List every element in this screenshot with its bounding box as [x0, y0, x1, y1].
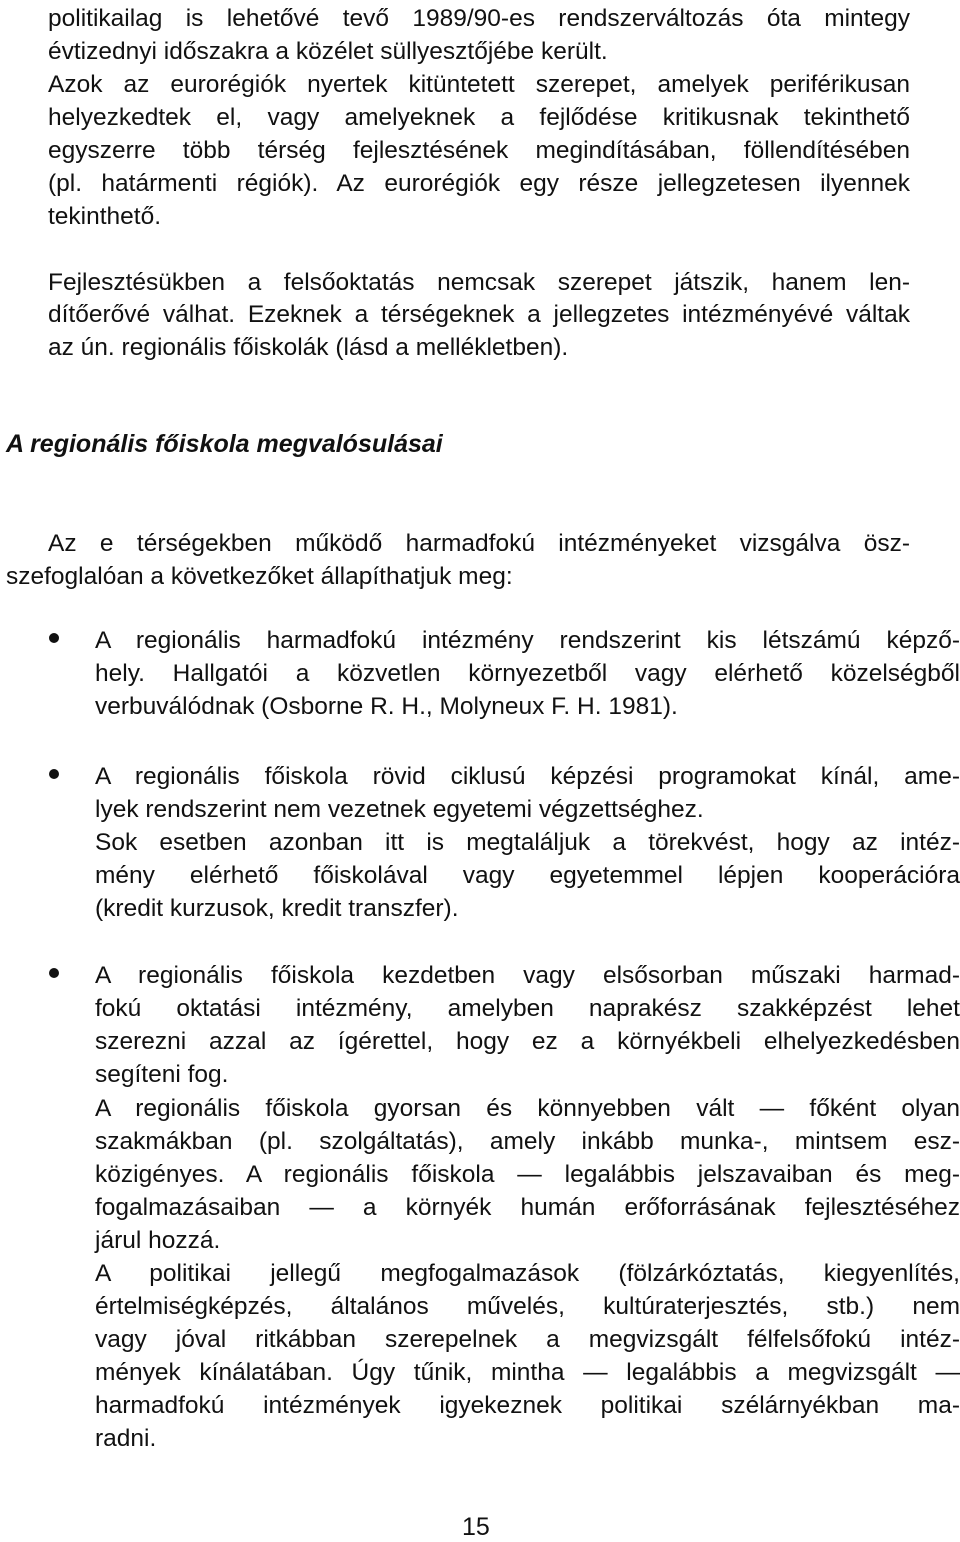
- list-item-line: (kredit kurzusok, kredit transzfer).: [95, 895, 459, 922]
- text-line: az ún. regionális főiskolák (lásd a mellékletben).: [48, 334, 569, 361]
- bullet-icon: [49, 968, 59, 978]
- text-line: politikailag is lehetővé tevő 1989/90-es rendszerváltozás óta mintegy: [48, 5, 910, 32]
- list-item-line: verbuválódnak (Osborne R. H., Molyneux F. H. 1981).: [95, 693, 678, 720]
- text-line: egyszerre több térség fejlesztésének megindításában, föllendítésében: [48, 137, 910, 164]
- bullet-icon: [49, 633, 59, 643]
- text-line: szefoglalóan a következőket állapíthatjuk meg:: [6, 563, 513, 590]
- list-item-line: fogalmazásaiban — a környék humán erőforrásának fejlesztéséhez: [95, 1194, 960, 1221]
- text-line: Fejlesztésükben a felsőoktatás nemcsak szerepet játszik, hanem len-: [48, 269, 910, 296]
- list-item-line: mények kínálatában. Úgy tűnik, mintha — legalábbis a megvizsgált —: [95, 1359, 960, 1386]
- text-line: Az e térségekben működő harmadfokú intézményeket vizsgálva ösz-: [48, 530, 910, 557]
- list-item-line: vagy jóval ritkábban szerepelnek a megvizsgált félfelsőfokú intéz-: [95, 1326, 960, 1353]
- list-item-line: értelmiségképzés, általános művelés, kultúraterjesztés, stb.) nem: [95, 1293, 960, 1320]
- list-item-line: radni.: [95, 1425, 157, 1452]
- text-line: (pl. határmenti régiók). Az eurorégiók egy része jellegzetesen ilyennek: [48, 170, 910, 197]
- list-item-line: Sok esetben azonban itt is megtaláljuk a törekvést, hogy az intéz-: [95, 829, 960, 856]
- list-item-line: harmadfokú intézmények igyekeznek politikai szélárnyékban ma-: [95, 1392, 960, 1419]
- page-number: 15: [462, 1513, 490, 1541]
- list-item-line: A regionális főiskola rövid ciklusú képzési programokat kínál, ame-: [95, 763, 960, 790]
- list-item-line: A politikai jellegű megfogalmazások (fölzárkóztatás, kiegyenlítés,: [95, 1260, 960, 1287]
- list-item-line: A regionális főiskola gyorsan és könnyebben vált — főként olyan: [95, 1095, 960, 1122]
- list-item-line: A regionális harmadfokú intézmény rendszerint kis létszámú képző-: [95, 627, 960, 654]
- text-line: dítőerővé válhat. Ezeknek a térségeknek a jellegzetes intézményévé váltak: [48, 301, 910, 328]
- list-item-line: fokú oktatási intézmény, amelyben naprakész szakképzést lehet: [95, 995, 960, 1022]
- list-item-line: járul hozzá.: [95, 1227, 221, 1254]
- text-line: évtizednyi időszakra a közélet süllyesztőjébe került.: [48, 38, 608, 65]
- section-heading: A regionális főiskola megvalósulásai: [6, 430, 443, 458]
- text-line: helyezkedtek el, vagy amelyeknek a fejlődése kritikusnak tekinthető: [48, 104, 910, 131]
- text-line: Azok az eurorégiók nyertek kitüntetett szerepet, amelyek periférikusan: [48, 71, 910, 98]
- list-item-line: hely. Hallgatói a közvetlen környezetből vagy elérhető közelségből: [95, 660, 960, 687]
- text-line: tekinthető.: [48, 203, 162, 230]
- list-item-line: A regionális főiskola kezdetben vagy elsősorban műszaki harmad-: [95, 962, 960, 989]
- list-item-line: közigényes. A regionális főiskola — legalábbis jelszavaiban és meg-: [95, 1161, 960, 1188]
- list-item-line: mény elérhető főiskolával vagy egyetemmel lépjen kooperációra: [95, 862, 960, 889]
- bullet-icon: [49, 769, 59, 779]
- list-item-line: segíteni fog.: [95, 1061, 229, 1088]
- list-item-line: szakmákban (pl. szolgáltatás), amely inkább munka-, mintsem esz-: [95, 1128, 960, 1155]
- list-item-line: lyek rendszerint nem vezetnek egyetemi végzettséghez.: [95, 796, 704, 823]
- list-item-line: szerezni azzal az ígérettel, hogy ez a környékbeli elhelyezkedésben: [95, 1028, 960, 1055]
